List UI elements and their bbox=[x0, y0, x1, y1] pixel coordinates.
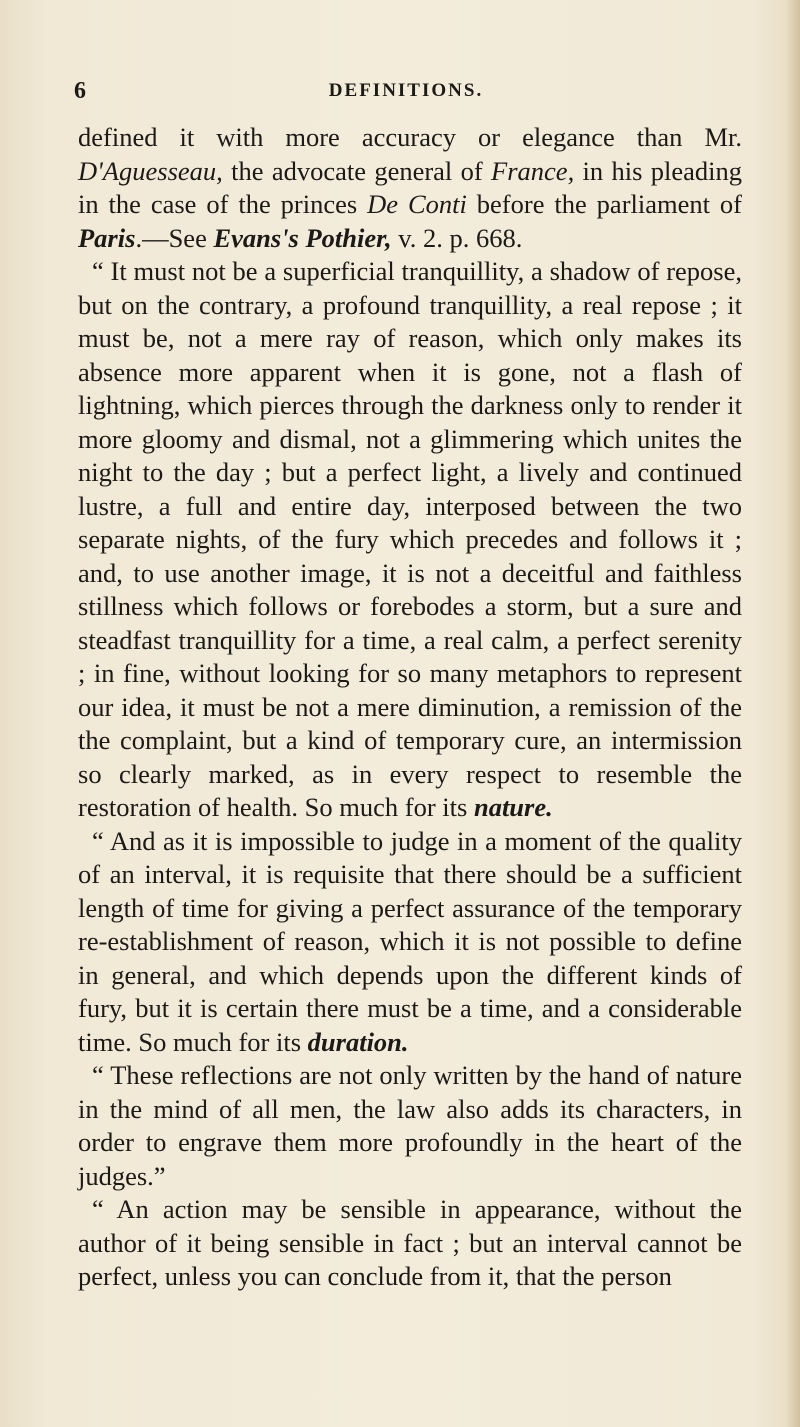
text-segment: v. 2. p. 668. bbox=[391, 222, 523, 253]
text-segment: Paris bbox=[78, 222, 136, 253]
text-segment: duration. bbox=[307, 1026, 409, 1057]
running-head: DEFINITIONS. bbox=[328, 80, 484, 101]
text-segment: “ An action may be sensible in appearance, without the author of it being sensible in fact ; but an interval cannot be perfect, unless you can conclude from it, that the person bbox=[78, 1194, 742, 1291]
text-segment: nature. bbox=[473, 792, 553, 822]
body-text bbox=[78, 121, 742, 1294]
text-segment: “ These reflections are not only written by the hand of nature in the mind of all men, the law also adds its characters, in order to engrave them more profoundly in the heart of the judges.” bbox=[78, 1060, 742, 1191]
text-segment: “ And as it is impossible to judge in a moment of the quality of an interval, it is requisite that there should be a sufficient length of time for giving a perfect assurance of the temporary re-establishment of reason, which it is not possible to define in general, and which depends upon the different kinds of fury, but it is certain there must be a time, and a considerable time. So much for its bbox=[78, 825, 742, 1057]
text-segment: France, bbox=[491, 155, 575, 186]
text-segment: before the parliament of bbox=[466, 189, 742, 219]
paragraph bbox=[78, 1059, 742, 1193]
text-segment: Evans's Pothier, bbox=[213, 222, 392, 253]
text-segment: defined it with more accuracy or elegance than Mr. bbox=[78, 122, 742, 152]
text-segment: .—See bbox=[135, 222, 214, 253]
paragraph bbox=[78, 121, 742, 255]
paragraph bbox=[78, 255, 742, 825]
paragraph bbox=[78, 825, 742, 1060]
page-number: 6 bbox=[74, 78, 87, 104]
text-segment: in his pleading in the case of the princes bbox=[78, 155, 742, 219]
page-header bbox=[74, 78, 738, 108]
text-segment: the advocate general of bbox=[222, 155, 492, 186]
text-segment: De Conti bbox=[367, 189, 467, 219]
paragraph bbox=[78, 1193, 742, 1294]
text-segment: D'Aguesseau, bbox=[78, 155, 223, 186]
page-edge-shadow bbox=[786, 0, 800, 1427]
text-segment: “ It must not be a superficial tranquillity, a shadow of repose, but on the contrary, a profound tranquillity, a real repose ; it must be, not a mere ray of reason, which only makes its absence more apparent when it is gone, not a flash of lightning, which pierces through the darkness only to render it more gloomy and dismal, not a glimmering which unites the night to the day ; but a perfect light, a lively and continued lustre, a full and entire day, interposed between the two separate nights, of the fury which precedes and follows it ; and, to use another image, it is not a deceitful and faithless stillness which follows or forebodes a storm, but a sure and steadfast tranquillity for a time, a real calm, a perfect serenity ; in fine, without looking for so many metaphors to represent our idea, it must be not a mere diminution, a remission of the the complaint, but a kind of temporary cure, an intermission so clearly marked, as in every respect to resemble the restoration of health. So much for its bbox=[78, 256, 742, 822]
